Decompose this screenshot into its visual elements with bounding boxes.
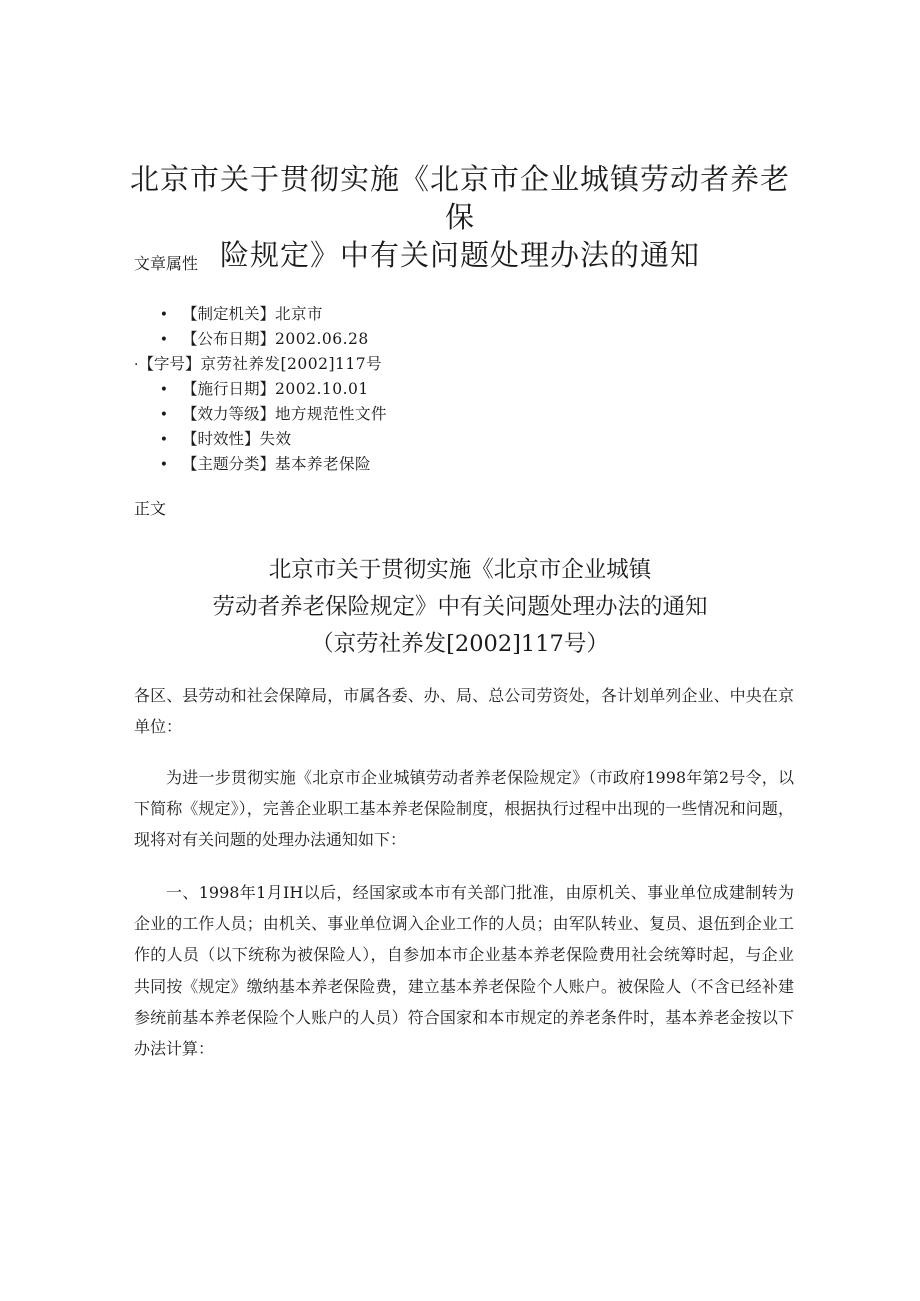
notice-title-line-1: 北京市关于贯彻实施《北京市企业城镇 <box>268 557 652 583</box>
bullet-icon: • <box>159 307 168 323</box>
body-label: 正文 <box>134 499 167 518</box>
bullet-icon: • <box>159 432 168 448</box>
property-effective-date <box>134 377 387 402</box>
bullet-icon: • <box>159 382 168 398</box>
property-value: 基本养老保险 <box>275 455 372 473</box>
property-key: 【字号】 <box>138 355 201 373</box>
property-publish-date <box>134 327 387 352</box>
property-value: 失效 <box>259 430 292 448</box>
property-value: 2002.06.28 <box>275 330 369 348</box>
property-key: 【效力等级】 <box>182 405 276 423</box>
document-title-line-1: 北京市关于贯彻实施《北京市企业城镇劳动者养老保 <box>129 162 790 234</box>
bullet-icon: • <box>159 407 168 423</box>
property-legal-level <box>134 402 387 427</box>
intro-paragraph: 为进一步贯彻实施《北京市企业城镇劳动者养老保险规定》（市政府1998年第2号令，以下简称《规定》），完善企业职工基本养老保险制度，根据执行过程中出现的一些情况和问题，现将对有关问题的处理办法通知如下： <box>134 768 794 850</box>
addressee-paragraph: 各区、县劳动和社会保障局，市属各委、办、局、总公司劳资处，各计划单列企业、中央在京单位： <box>134 686 794 737</box>
property-value: 地方规范性文件 <box>275 405 388 423</box>
property-validity <box>134 427 387 452</box>
property-value: 京劳社养发[2002]117号 <box>200 355 383 373</box>
property-key: 【制定机关】 <box>182 305 276 323</box>
property-key: 【施行日期】 <box>182 380 276 398</box>
property-key: 【公布日期】 <box>182 330 276 348</box>
clause-one-paragraph: 一、1998年1月IH以后，经国家或本市有关部门批准，由原机关、事业单位成建制转为企业的工作人员；由机关、事业单位调入企业工作的人员；由军队转业、复员、退伍到企业工作的人员（以下统称为被保险人），自参加本市企业基本养老保险费用社会统筹时起，与企业共同按《规定》缴纳基本养老保险费，建立基本养老保险个人账户。被保险人（不含已经补建参统前基本养老保险个人账户的人员）符合国家和本市规定的养老条件时，基本养老金按以下办法计算： <box>134 883 794 1059</box>
document-title-line-2: 险规定》中有关问题处理办法的通知 <box>219 238 700 272</box>
property-issuer <box>134 302 387 327</box>
property-key: 【时效性】 <box>182 430 260 448</box>
property-doc-number <box>134 352 387 377</box>
properties-label: 文章属性 <box>134 254 199 273</box>
property-key: 【主题分类】 <box>182 455 276 473</box>
bullet-icon: • <box>159 457 168 473</box>
notice-title-line-2: 劳动者养老保险规定》中有关问题处理办法的通知 <box>212 594 708 620</box>
properties-list <box>134 302 387 477</box>
notice-doc-number: （京劳社养发[2002]117号） <box>311 631 609 657</box>
property-value: 北京市 <box>275 305 324 323</box>
property-value: 2002.10.01 <box>275 380 369 398</box>
notice-title <box>120 552 800 663</box>
document-title <box>120 160 800 274</box>
property-topic <box>134 452 387 477</box>
bullet-icon: • <box>159 332 168 348</box>
bullet-icon: · <box>134 357 139 373</box>
